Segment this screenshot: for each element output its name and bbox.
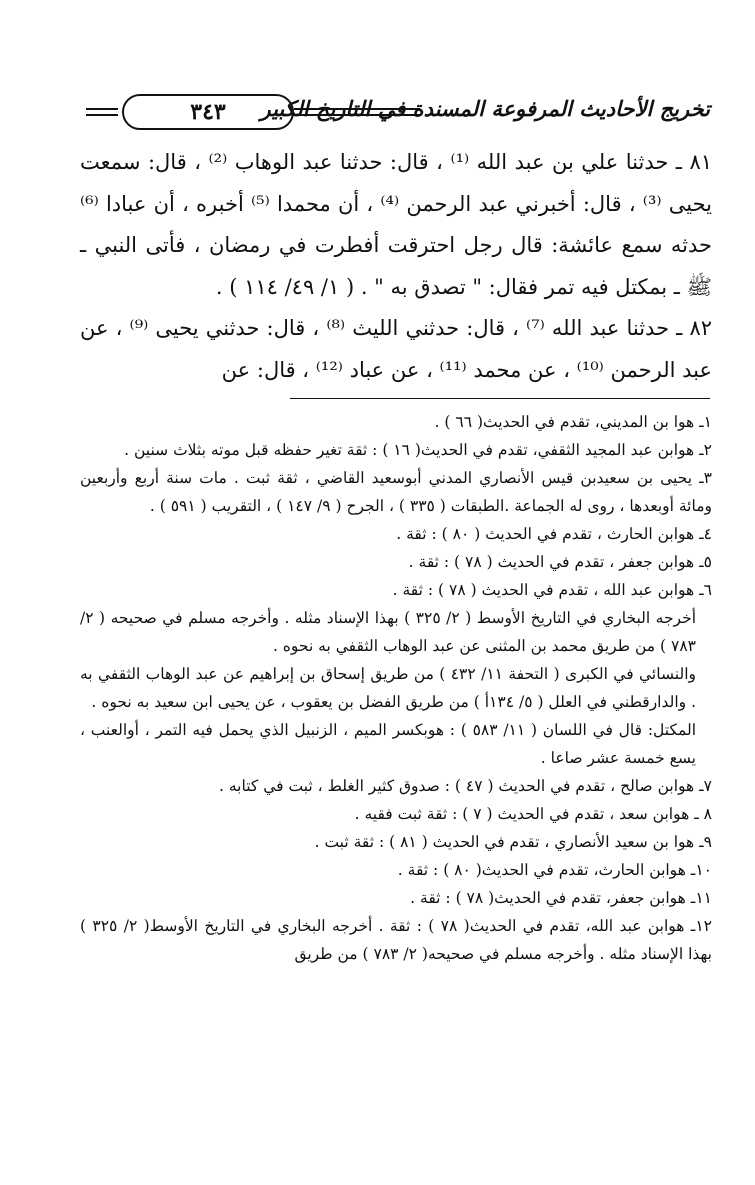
main-text [80, 142, 712, 391]
footnote-9: ٩ـ هوا بن سعيد الأنصاري ، تقدم في الحديث ( ٨١ ) : ثقة ثبت . [314, 833, 712, 851]
header-rule [86, 114, 118, 116]
footnote-2: ٢ـ هوابن عبد المجيد الثقفي، تقدم في الحديث( ١٦ ) : ثقة تغير حفظه قبل موته بثلاث سنين . [124, 441, 712, 459]
hadith-82: ٨٢ ـ حدثنا عبد الله ⁽⁷⁾ ، قال: حدثني الليث ⁽⁸⁾ ، قال: حدثني يحيى ⁽⁹⁾ ، عن عبد الرحمن ⁽¹⁰⁾ ، عن محمد ⁽¹¹⁾ ، عن عباد ⁽¹²⁾ ، قال: عن [80, 316, 712, 382]
footnote-11: ١١ـ هوابن جعفر، تقدم في الحديث( ٧٨ ) : ثقة . [410, 889, 712, 907]
header-rule [86, 108, 118, 110]
footnote-12: ١٢ـ هوابن عبد الله، تقدم في الحديث( ٧٨ ) : ثقة . أخرجه البخاري في التاريخ الأوسط( ٢/ ٣٢٥ ) بهذا الإسناد مثله . وأخرجه مسلم في صحيحه( ٢/ ٧٨٣ ) من طريق [80, 917, 712, 963]
hadith-81: ٨١ ـ حدثنا علي بن عبد الله ⁽¹⁾ ، قال: حدثنا عبد الوهاب ⁽²⁾ ، قال: سمعت يحيى ⁽³⁾ ، قال: أخبرني عبد الرحمن ⁽⁴⁾ ، أن محمدا ⁽⁵⁾ أخبره ، أن عبادا ⁽⁶⁾ حدثه سمع عائشة: قال رجل احترقت أفطرت في رمضان ، فأتى النبي ـ ﷺ ـ بمكتل فيه تمر فقال: " تصدق به " . ( ١/ ٤٩/ ١١٤ ) . [80, 150, 712, 299]
footnote-8: ٨ ـ هوابن سعد ، تقدم في الحديث ( ٧ ) : ثقة ثبت فقيه . [354, 805, 712, 823]
footnote-6: ٦ـ هوابن عبد الله ، تقدم في الحديث ( ٧٨ ) : ثقة . [392, 581, 712, 599]
footnote-10: ١٠ـ هوابن الحارث، تقدم في الحديث( ٨٠ ) : ثقة . [397, 861, 712, 879]
page-number: ٣٤٣ [122, 94, 294, 130]
running-title: تخريج الأحاديث المرفوعة المسندة في التاريخ الكبير [260, 96, 710, 121]
footnotes [80, 408, 712, 968]
takhrij-paragraph: أخرجه البخاري في التاريخ الأوسط ( ٢/ ٣٢٥ ) بهذا الإسناد مثله . وأخرجه مسلم في صحيحه ( ٢/ ٧٨٣ ) من طريق محمد بن المثنى عن عبد الوهاب الثقفي به نحوه . [80, 609, 696, 655]
page-header [86, 92, 710, 132]
header-rule [294, 108, 420, 110]
footnote-3: ٣ـ يحيى بن سعيدبن قيس الأنصاري المدني أبوسعيد القاضي ، ثقة ثبت . مات سنة أربع وأربعين ومائة أوبعدها ، روى له الجماعة .الطبقات ( ٣٣٥ ) ، الجرح ( ٩/ ١٤٧ ) ، التقريب ( ٥٩١ ) . [80, 469, 712, 515]
header-rule [294, 114, 420, 116]
footnote-7: ٧ـ هوابن صالح ، تقدم في الحديث ( ٤٧ ) : صدوق كثير الغلط ، ثبت في كتابه . [219, 777, 712, 795]
footnote-5: ٥ـ هوابن جعفر ، تقدم في الحديث ( ٧٨ ) : ثقة . [408, 553, 712, 571]
footnote-1: ١ـ هوا بن المديني، تقدم في الحديث( ٦٦ ) . [434, 413, 712, 431]
footnote-separator [290, 398, 710, 399]
takhrij-paragraph: والنسائي في الكبرى ( التحفة ١١/ ٤٣٢ ) من طريق إسحاق بن إبراهيم عن عبد الوهاب الثقفي به . والدارقطني في العلل ( ٥/ ١٣٤أ ) من طريق الفضل بن يعقوب ، عن يحيى ابن سعيد به نحوه . [80, 665, 696, 711]
takhrij-paragraph: المكتل: قال في اللسان ( ١١/ ٥٨٣ ) : هوبكسر الميم ، الزنبيل الذي يحمل فيه التمر ، أوالعنب ، يسع خمسة عشر صاعا . [80, 721, 697, 767]
footnote-4: ٤ـ هوابن الحارث ، تقدم في الحديث ( ٨٠ ) : ثقة . [396, 525, 712, 543]
